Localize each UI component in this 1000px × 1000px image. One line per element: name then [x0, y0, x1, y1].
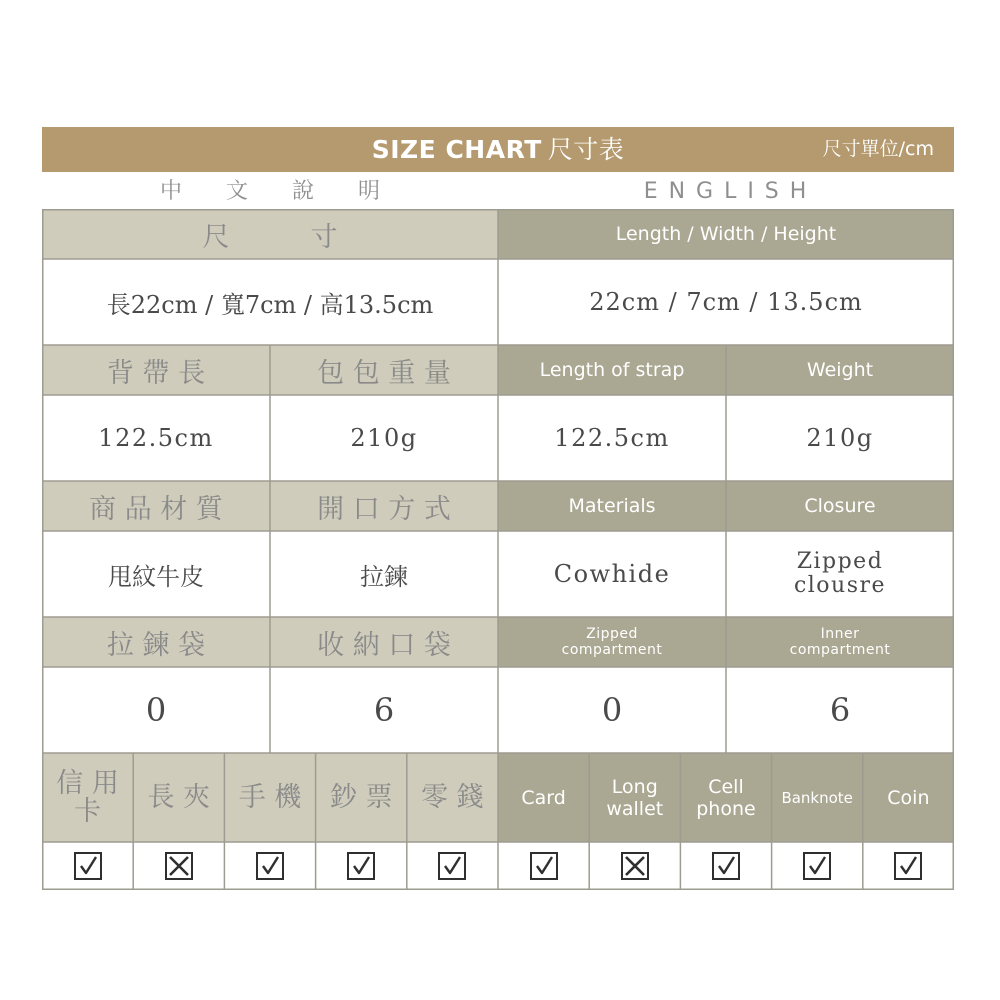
size-chart-banner — [42, 127, 954, 172]
strap-length-head-text: 背 帶 長 — [106, 357, 206, 389]
weight-en-value-text: 210g — [806, 424, 874, 452]
bag-weight-head-text: 包 包 重 量 — [317, 357, 451, 389]
material-value-text: 甩紋牛皮 — [108, 562, 204, 591]
fits-coin-en-head-text: Coin — [887, 786, 930, 809]
fits-long-wallet-en-head-text: Long wallet — [606, 775, 664, 820]
dimensions-head-en-text: Length / Width / Height — [615, 223, 837, 245]
fits-banknote-head-text: 鈔 票 — [329, 781, 393, 813]
inner-compartment-head-text: Inner compartment — [789, 626, 891, 658]
dimensions-value-zh-text: 長22cm / 寬7cm / 高13.5cm — [106, 290, 434, 319]
unit-label: 尺寸單位/cm — [822, 138, 934, 160]
weight-en-head-text: Weight — [806, 359, 874, 381]
size-chart-table — [42, 209, 954, 890]
strap-length-value-text: 122.5cm — [98, 424, 214, 452]
material-en-head-text: Materials — [568, 495, 656, 517]
inner-compartment-value-text: 6 — [829, 691, 851, 729]
material-en-value-text: Cowhide — [553, 560, 671, 588]
fits-card-en-head-text: Card — [521, 786, 566, 809]
bag-weight-value-text: 210g — [350, 424, 418, 452]
table-grid-lines — [42, 209, 954, 890]
closure-en-value-text: Zipped clousre — [793, 549, 887, 598]
zip-pocket-value-text: 0 — [145, 691, 167, 729]
storage-pocket-value-text: 6 — [373, 691, 395, 729]
closure-head-text: 開 口 方 式 — [317, 493, 451, 525]
fits-phone-head-text: 手 機 — [238, 781, 302, 813]
fits-cell-phone-en-head-text: Cell phone — [696, 775, 756, 820]
fits-credit-card-head-text: 信 用 卡 — [56, 767, 119, 827]
closure-value-text: 拉鍊 — [360, 562, 408, 591]
fits-long-wallet-head-text: 長 夾 — [147, 781, 211, 813]
banner-title — [42, 127, 954, 172]
chinese-section-heading: 中 文 說 明 — [159, 179, 380, 204]
material-head-text: 商 品 材 質 — [89, 493, 223, 525]
closure-en-head-text: Closure — [804, 495, 876, 517]
zipped-compartment-head-text: Zipped compartment — [561, 626, 663, 658]
strap-length-en-head-text: Length of strap — [539, 359, 685, 381]
banner-title-en: SIZE CHART — [371, 135, 542, 164]
fits-banknote-en-head-text: Banknote — [781, 788, 853, 807]
dimensions-head-zh-text: 尺 寸 — [202, 221, 338, 253]
storage-pocket-head-text: 收 納 口 袋 — [317, 629, 451, 661]
strap-length-en-value-text: 122.5cm — [554, 424, 670, 452]
english-section-heading: E N G L I S H — [643, 179, 809, 204]
zipped-compartment-value-text: 0 — [601, 691, 623, 729]
banner-title-zh: 尺寸表 — [547, 135, 625, 164]
dimensions-value-en-text: 22cm / 7cm / 13.5cm — [589, 288, 863, 316]
zip-pocket-head-text: 拉 鍊 袋 — [106, 629, 206, 661]
fits-coin-head-text: 零 錢 — [421, 781, 484, 813]
